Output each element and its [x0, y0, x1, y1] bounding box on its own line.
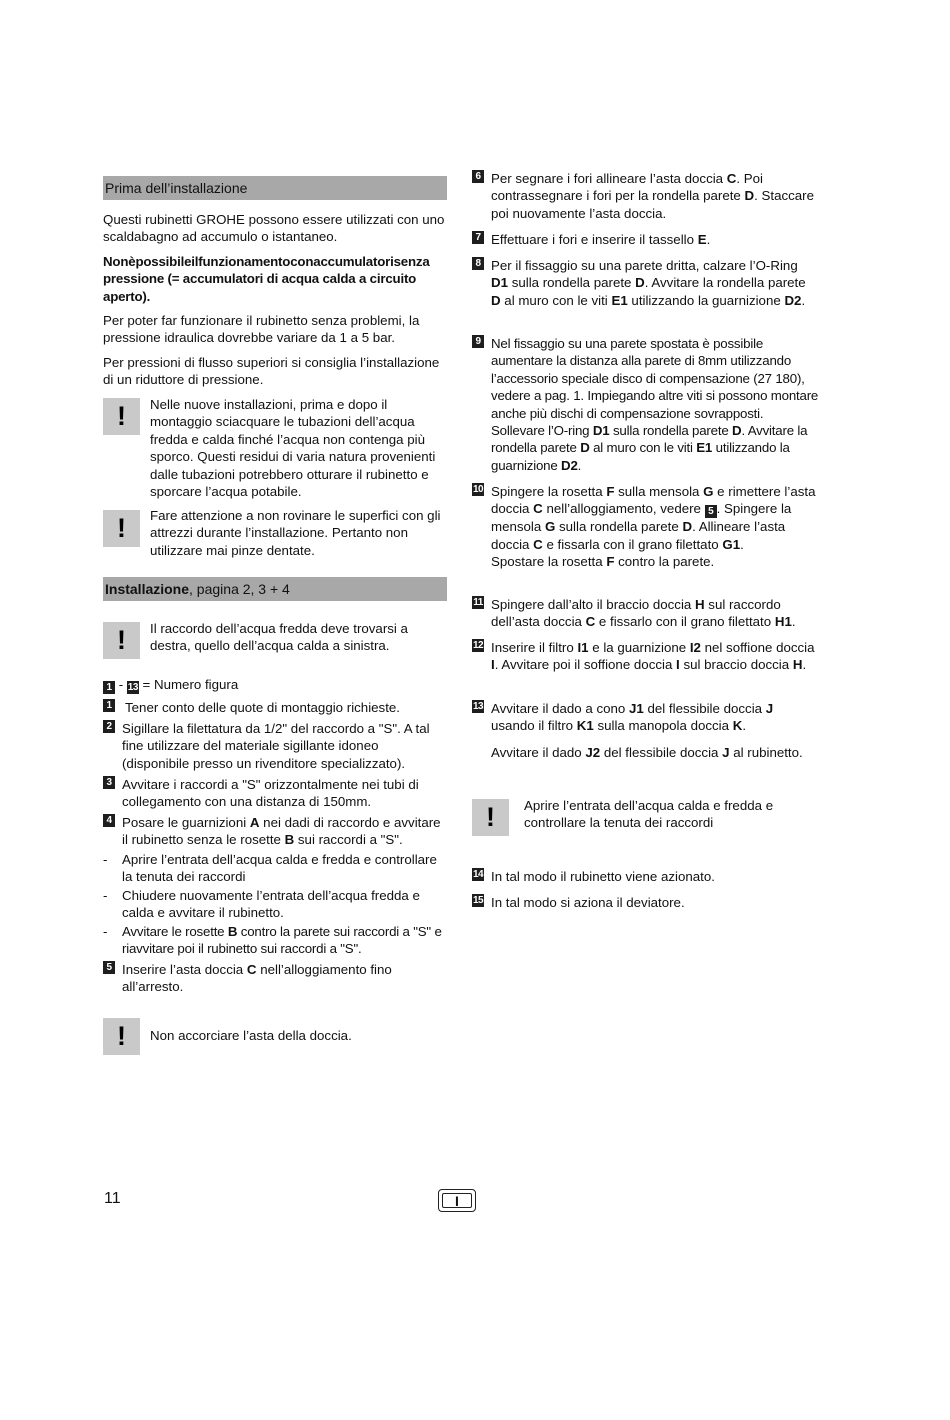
step-text: Per il fissaggio su una parete dritta, calzare l’O-Ring D1 sulla rondella parete D. Avvitare la rondella parete D al muro con le viti E1 utilizzando la guarnizione D2.: [491, 258, 806, 308]
step-text: Spingere la rosetta F sulla mensola G e rimettere l’asta doccia C nell’alloggiamento, vedere 5 . Spingere la mensola G sulla rondella parete D. Allineare l’asta doccia C e fissarla con il grano filettato G1. Spostare la rosetta F contro la parete.: [491, 484, 816, 570]
warning-icon: !: [103, 1018, 140, 1055]
section-header-installazione: [103, 577, 447, 601]
step-number-badge: 13: [127, 682, 138, 693]
step-number-badge: 6: [472, 170, 484, 183]
step-3: [103, 776, 448, 811]
dash-bullet: -: [103, 852, 108, 867]
step-5: [103, 961, 448, 996]
legend-text: = Numero figura: [138, 677, 239, 692]
step-10: [472, 483, 817, 571]
warning-text: Non accorciare l’asta della doccia.: [150, 1028, 352, 1043]
step-number-badge: 7: [472, 231, 484, 244]
step-14: [472, 868, 817, 885]
step-13: [472, 700, 817, 761]
section-title-bold: Installazione: [105, 581, 190, 597]
paragraph: Questi rubinetti GROHE possono essere utilizzati con uno scaldabagno ad accumulo o istantaneo.: [103, 212, 445, 245]
warning-text: Fare attenzione a non rovinare le superfici con gli attrezzi durante l’installazione. Pertanto non utilizzare mai pinze dentate.: [150, 508, 441, 558]
section-title: Prima dell’installazione: [105, 180, 248, 196]
step-4: [103, 814, 448, 849]
figure-legend: [103, 676, 448, 694]
step-number-badge: 5: [103, 961, 115, 974]
country-code-badge: [438, 1189, 476, 1212]
dash-item: [103, 923, 448, 958]
step-number-badge: 12: [472, 640, 484, 651]
step-7: [472, 231, 817, 248]
step-text: Per segnare i fori allineare l’asta doccia C. Poi contrassegnare i fori per la rondella parete D. Staccare poi nuovamente l’asta doccia.: [491, 171, 815, 221]
step-text: Inserire l’asta doccia C nell’alloggiamento fino all’arresto.: [122, 962, 392, 995]
step-6: [472, 170, 817, 222]
step-text: Spingere dall’alto il braccio doccia H sul raccordo dell’asta doccia C e fissarlo con il grano filettato H1.: [491, 597, 796, 630]
step-text: Avvitare il dado J2 del flessibile doccia J al rubinetto.: [491, 744, 803, 760]
step-number-badge: 5: [705, 505, 717, 518]
section-header-prima: [103, 176, 447, 200]
warning-text: Il raccordo dell’acqua fredda deve trovarsi a destra, quello dell’acqua calda a sinistra.: [150, 621, 408, 654]
paragraph-bold: Nonèpossibileilfunzionamentoconaccumulatorisenza pressione (= accumulatori di acqua calda a circuito aperto).: [103, 254, 430, 304]
step-number-badge: 15: [472, 895, 484, 906]
step-number-badge: 8: [472, 257, 484, 270]
dash-bullet: -: [103, 888, 108, 903]
step-number-badge: 3: [103, 776, 115, 789]
step-text: Sigillare la filettatura da 1/2" del raccordo a "S". A tal fine utilizzare del materiale sigillante idoneo (disponibile presso un rivenditore specializzato).: [122, 721, 430, 771]
step-text: Effettuare i fori e inserire il tassello E.: [491, 232, 711, 247]
dash-item: [103, 851, 448, 886]
dash-item: [103, 887, 448, 922]
step-15: [472, 894, 817, 911]
warning-icon: !: [472, 799, 509, 836]
warning-text: Nelle nuove installazioni, prima e dopo il montaggio sciacquare le tubazioni dell’acqua fredda e calda finché l’acqua non contenga più sporco. Questi residui di varia natura provenienti dalle tubazioni potrebbero otturare il rubinetto e sporcare l’acqua potabile.: [150, 397, 436, 500]
dash-text: Aprire l’entrata dell’acqua calda e fredda e controllare la tenuta dei raccordi: [122, 852, 437, 885]
step-number-badge: 14: [472, 869, 484, 880]
step-text: Avvitare i raccordi a "S" orizzontalmente nei tubi di collegamento con una distanza di 150mm.: [122, 777, 419, 810]
step-text: Nel fissaggio su una parete spostata è possibile aumentare la distanza alla parete di 8mm utilizzando l’accessorio speciale disco di compensazione (27 180), vedere a pag. 1. Impiegando altre viti si possono montare anche più dischi di compensazione sovrapposti. Sollevare l’O-ring D1 sulla rondella parete D. Avvitare la rondella parete D al muro con le viti E1 utilizzando la guarnizione D2.: [491, 336, 819, 473]
step-text: Inserire il filtro I1 e la guarnizione I2 nel soffione doccia I. Avvitare poi il soffione doccia I sul braccio doccia H.: [491, 640, 815, 673]
step-number-badge: 9: [472, 335, 484, 348]
warning-icon: !: [103, 510, 140, 547]
step-number-badge: 2: [103, 720, 115, 733]
dash-text: Avvitare le rosette B contro la parete sui raccordi a "S" e riavvitare poi il rubinetto sui raccordi a "S".: [122, 924, 442, 957]
step-number-badge: 11: [473, 597, 483, 608]
step-text: In tal modo il rubinetto viene azionato.: [491, 869, 715, 884]
step-9: [472, 335, 820, 474]
step-number-badge: 10: [472, 484, 484, 495]
paragraph: Per poter far funzionare il rubinetto senza problemi, la pressione idraulica dovrebbe variare da 1 a 5 bar.: [103, 313, 420, 346]
step-number-badge: 4: [103, 814, 115, 827]
paragraph: Per pressioni di flusso superiori si consiglia l’installazione di un riduttore di pressione.: [103, 355, 440, 388]
country-code: I: [442, 1193, 472, 1208]
dash-bullet: -: [103, 924, 108, 939]
step-number-badge: 1: [103, 681, 115, 694]
step-2: [103, 720, 448, 772]
step-text: Posare le guarnizioni A nei dadi di raccordo e avvitare il rubinetto senza le rosette B sui raccordi a "S".: [122, 815, 441, 848]
step-number-badge: 13: [472, 701, 484, 712]
page-number: 11: [104, 1190, 121, 1207]
step-text: Tener conto delle quote di montaggio richieste.: [125, 700, 400, 715]
dash-text: Chiudere nuovamente l’entrata dell’acqua fredda e calda e avvitare il rubinetto.: [122, 888, 420, 921]
warning-icon: !: [103, 398, 140, 435]
step-1: [103, 699, 448, 716]
warning-icon: !: [103, 622, 140, 659]
section-title-rest: , pagina 2, 3 + 4: [189, 581, 290, 597]
step-text: In tal modo si aziona il deviatore.: [491, 895, 685, 910]
step-number-badge: 1: [103, 699, 115, 712]
step-11: [472, 596, 817, 631]
legend-separator: -: [115, 677, 127, 692]
step-text: Avvitare il dado a cono J1 del flessibile doccia J usando il filtro K1 sulla manopola doccia K.: [491, 701, 774, 734]
warning-text: Aprire l’entrata dell’acqua calda e fredda e controllare la tenuta dei raccordi: [524, 798, 774, 831]
step-8: [472, 257, 817, 309]
step-12: [472, 639, 817, 674]
